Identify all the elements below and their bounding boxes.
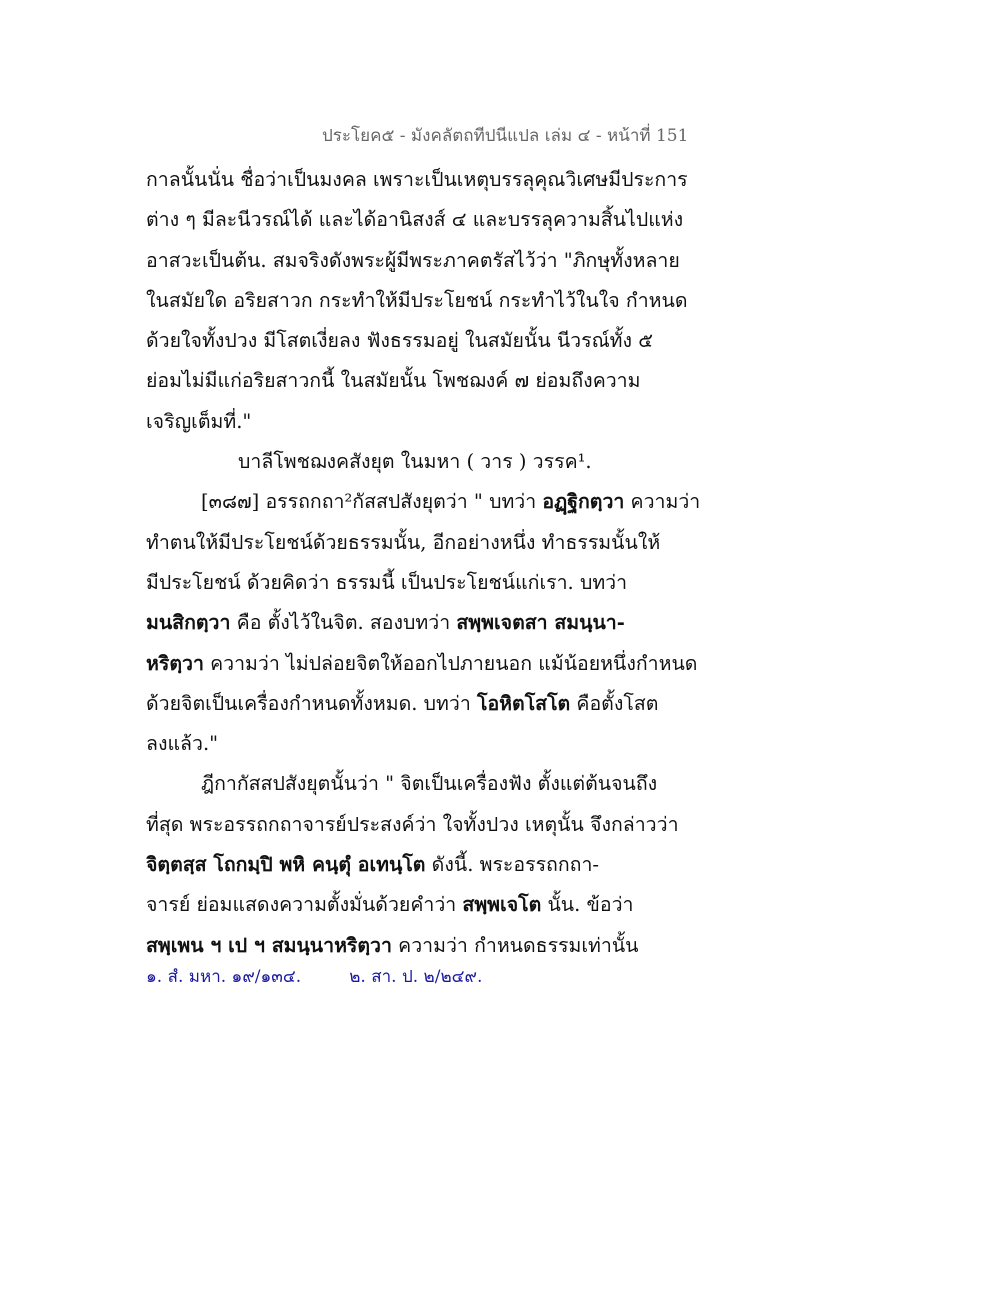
text-line: ทำตนให้มีประโยชน์ด้วยธรรมนั้น, อีกอย่างหนึ่ง ทำธรรมนั้นให้ <box>146 530 661 554</box>
pali-term: สพฺพเจตสา สมนฺนา- <box>456 611 625 635</box>
text-run: คือตั้งโสต <box>570 691 659 715</box>
pali-term: มนสิกตฺวา <box>146 611 231 635</box>
text-line <box>146 845 706 885</box>
footnote-2: ๒. สา. ป. ๒/๒๔๙. <box>349 966 483 987</box>
paragraph-start: ฎีกากัสสปสังยุตนั้นว่า " จิตเป็นเครื่องฟัง ตั้งแต่ต้นจนถึง <box>201 772 658 796</box>
text-line: ลงแล้ว." <box>146 732 219 756</box>
text-run: ด้วยจิตเป็นเครื่องกำหนดทั้งหมด. บทว่า <box>146 691 477 715</box>
text-line: อาสวะเป็นต้น. สมจริงดังพระผู้มีพระภาคตรัสไว้ว่า "ภิกษุทั้งหลาย <box>146 248 680 272</box>
text-line: ที่สุด พระอรรถกถาจารย์ประสงค์ว่า ใจทั้งปวง เหตุนั้น จึงกล่าวว่า <box>146 812 679 836</box>
text-run: ความว่า ไม่ปล่อยจิตให้ออกไปภายนอก แม้น้อยหนึ่งกำหนด <box>203 651 698 675</box>
text-line <box>146 926 706 966</box>
text-run: จารย์ ย่อมแสดงความตั้งมั่นด้วยคำว่า <box>146 893 463 917</box>
text-line: มีประโยชน์ ด้วยคิดว่า ธรรมนี้ เป็นประโยชน์แก่เรา. บทว่า <box>146 570 628 594</box>
text-line: ย่อมไม่มีแก่อริยสาวกนี้ ในสมัยนั้น โพชฌงค์ ๗ ย่อมถึงความ <box>146 369 641 393</box>
footnote-1: ๑. สํ. มหา. ๑๙/๑๓๔. <box>146 966 302 987</box>
pali-term: อฏฺฐิกตฺวา <box>542 490 625 514</box>
text-line: กาลนั้นนั่น ชื่อว่าเป็นมงคล เพราะเป็นเหตุบรรลุคุณวิเศษมีประการ <box>146 168 688 191</box>
paragraph-start <box>146 482 706 522</box>
body-text <box>146 160 706 992</box>
running-header: ประโยค๕ - มังคลัตถทีปนีแปล เล่ม ๔ - หน้าที่ 151 <box>322 126 689 146</box>
source-citation: บาลีโพชฌงคสังยุต ในมหา ( วาร ) วรรค¹. <box>238 450 592 474</box>
text-line: ต่าง ๆ มีละนีวรณ์ได้ และได้อานิสงส์ ๔ และบรรลุความสิ้นไปแห่ง <box>146 208 684 232</box>
text-line <box>146 684 706 724</box>
text-run: ความว่า กำหนดธรรมเท่านั้น <box>391 933 639 957</box>
text-line: ด้วยใจทั้งปวง มีโสตเงี่ยลง ฟังธรรมอยู่ ในสมัยนั้น นีวรณ์ทั้ง ๕ <box>146 329 654 353</box>
text-line <box>146 603 706 643</box>
text-line: เจริญเต็มที่." <box>146 409 252 433</box>
pali-term: โอหิตโสโต <box>477 691 571 715</box>
footnotes <box>146 962 706 992</box>
pali-term: สพฺพเจโต <box>462 893 542 917</box>
text-run: [๓๘๗] อรรถกถา²กัสสปสังยุตว่า " บทว่า <box>201 490 543 514</box>
pali-term: สพฺเพน ฯ เป ฯ สมนฺนาหริตฺวา <box>146 933 392 957</box>
text-line: ในสมัยใด อริยสาวก กระทำให้มีประโยชน์ กระทำไว้ในใจ กำหนด <box>146 288 688 312</box>
text-run: นั้น. ข้อว่า <box>541 893 634 917</box>
text-line <box>146 644 706 684</box>
pali-term: จิตฺตสฺส โถกมฺปิ พหิ คนฺตุํ อเทนฺโต <box>146 853 426 877</box>
text-run: ความว่า <box>624 490 701 514</box>
pali-term: หริตฺวา <box>146 651 204 675</box>
text-line <box>146 885 706 925</box>
text-run: คือ ตั้งไว้ในจิต. สองบทว่า <box>230 611 457 635</box>
text-run: ดังนี้. พระอรรถกถา- <box>425 853 600 877</box>
